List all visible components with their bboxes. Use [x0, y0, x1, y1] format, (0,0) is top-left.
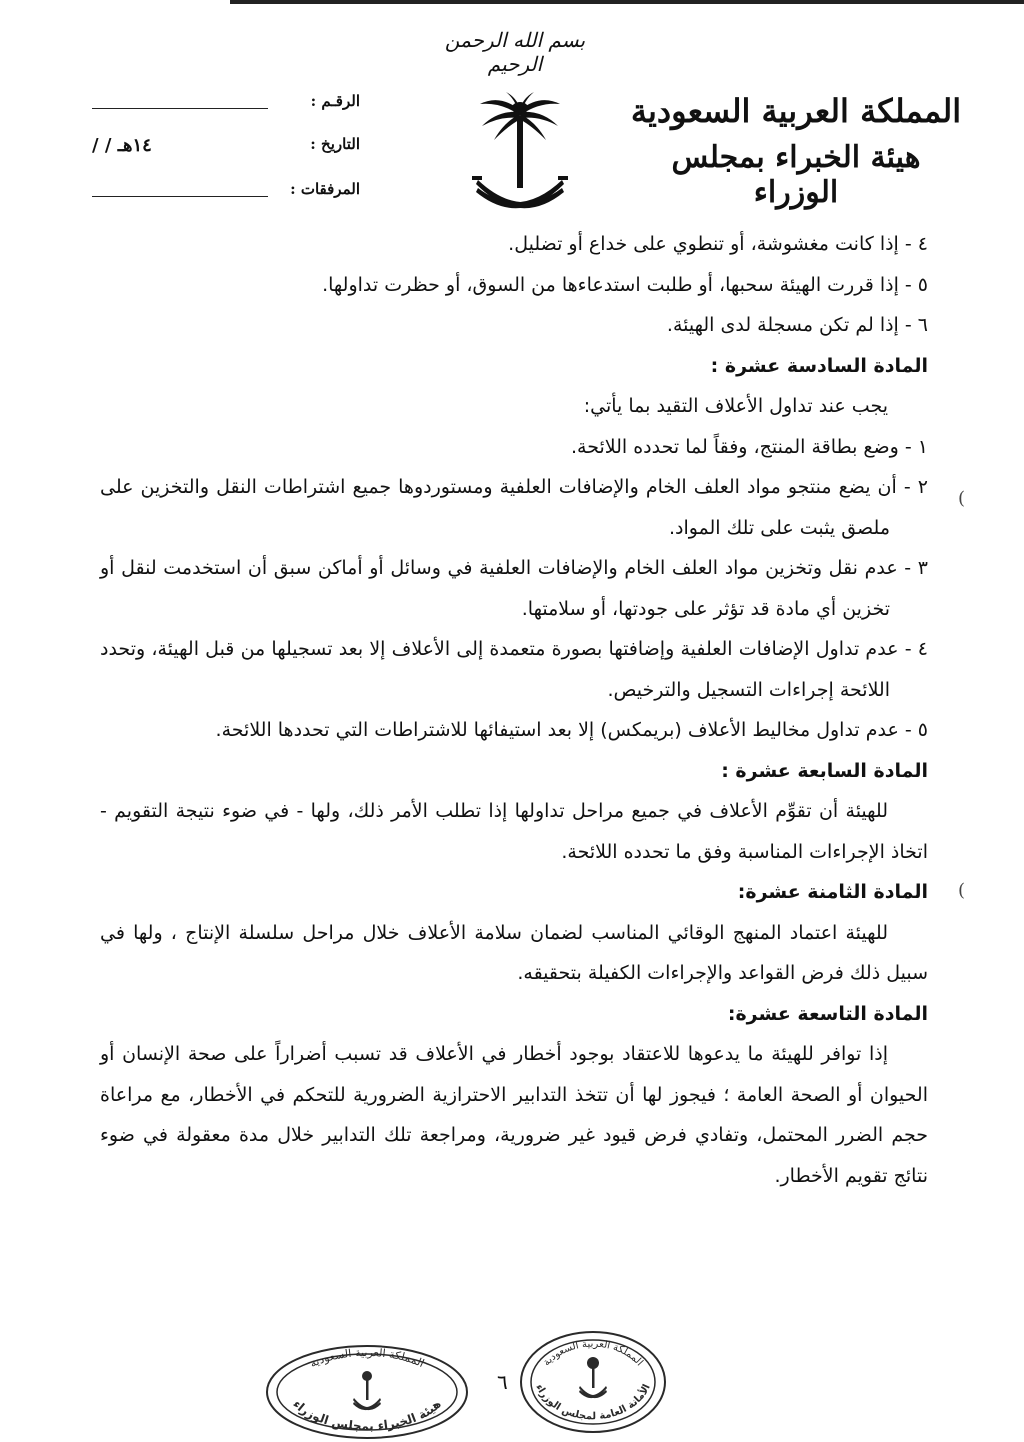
article17-text: للهيئة أن تقوِّم الأعلاف في جميع مراحل تداولها إذا تطلب الأمر ذلك، ولها - في ضوء نتيجة التقويم - اتخاذ الإجراءات المناسبة وفق ما تحدده اللائحة.	[100, 800, 928, 863]
official-stamp-right	[518, 1330, 668, 1435]
article19-text: إذا توافر للهيئة ما يدعوها للاعتقاد بوجود أخطار في الأعلاف قد تسبب أضراراً على صحة الإنسان أو الحيوان أو الصحة العامة ؛ فيجوز لها أن تتخذ التدابير الاحترازية الضرورية للتحكم في الأخطار، مع مراعاة حجم الضرر المحتمل، وتفادي فرض قيود غير ضرورية، ومراجعة تلك التدابير خلال مدة معقولة في ضوء نتائج تقويم الأخطار.	[100, 1043, 928, 1187]
top-border	[230, 0, 1024, 4]
article16-intro: يجب عند تداول الأعلاف التقيد بما يأتي:	[583, 395, 888, 417]
article18-text: للهيئة اعتماد المنهج الوقائي المناسب لضمان سلامة الأعلاف خلال مراحل سلسلة الإنتاج ، ولها في سبيل ذلك فرض القواعد والإجراءات الكفيلة بتحقيقه.	[100, 921, 928, 984]
list-item: ٥ - إذا قررت الهيئة سحبها، أو طلبت استدعاءها من السوق، أو حظرت تداولها.	[322, 273, 928, 296]
list-item: ٣ - عدم نقل وتخزين مواد العلف الخام والإضافات العلفية في وسائل أو أماكن سبق أن استخدمت لنقل أو تخزين أي مادة قد تؤثر على جودتها، أو سلامتها.	[100, 557, 928, 620]
svg-text:المملكة العربية السعودية: المملكة العربية السعودية	[307, 1345, 427, 1371]
article17-heading: المادة السابعة عشرة :	[721, 759, 928, 782]
svg-text:الأمانة العامة لمجلس الوزراء: الأمانة العامة لمجلس الوزراء	[533, 1382, 653, 1423]
list-item: ٦ - إذا لم تكن مسجلة لدى الهيئة.	[666, 314, 928, 336]
article19-heading: المادة التاسعة عشرة:	[727, 1002, 928, 1025]
number-line	[92, 108, 268, 109]
list-item: ٥ - عدم تداول مخاليط الأعلاف (بريمكس) إلا بعد استيفائها للاشتراطات التي تحددها اللائحة.	[215, 719, 928, 741]
org-name-line1: المملكة العربية السعودية	[630, 92, 962, 130]
margin-mark: (	[958, 488, 966, 509]
document-body	[100, 224, 928, 1196]
list-item: ٢ - أن يضع منتجو مواد العلف الخام والإضافات العلفية ومستوردوها جميع اشتراطات النقل والتخزين على ملصق يثبت على تلك المواد.	[100, 476, 928, 539]
bismillah: بسم الله الرحمن الرحيم	[444, 28, 586, 76]
saudi-emblem-icon	[470, 88, 570, 228]
official-stamp-left	[262, 1342, 472, 1442]
margin-mark: (	[958, 880, 966, 901]
attachments-line	[92, 196, 268, 197]
svg-text:هيئة الخبراء بمجلس الوزراء: هيئة الخبراء بمجلس الوزراء	[290, 1396, 444, 1434]
article18-heading: المادة الثامنة عشرة:	[737, 881, 928, 903]
attachments-label: المرفقات :	[290, 180, 360, 198]
svg-text:المملكة العربية السعودية: المملكة العربية السعودية	[541, 1338, 645, 1369]
article16-heading: المادة السادسة عشرة :	[710, 354, 928, 377]
list-item: ٤ - عدم تداول الإضافات العلفية وإضافتها بصورة متعمدة إلى الأعلاف إلا بعد تسجيلها من قبل الهيئة، وتحدد اللائحة إجراءات التسجيل والترخيص.	[100, 638, 928, 701]
number-label: الرقـم :	[310, 92, 360, 110]
list-item: ٤ - إذا كانت مغشوشة، أو تنطوي على خداع أو تضليل.	[508, 233, 928, 255]
page-number: ٦	[497, 1370, 508, 1394]
list-item: ١ - وضع بطاقة المنتج، وفقاً لما تحدده اللائحة.	[570, 435, 928, 458]
org-name-line2: هيئة الخبراء بمجلس الوزراء	[671, 140, 921, 210]
date-label: التاريخ :	[310, 135, 360, 153]
date-value: / / ١٤هـ	[92, 135, 152, 156]
